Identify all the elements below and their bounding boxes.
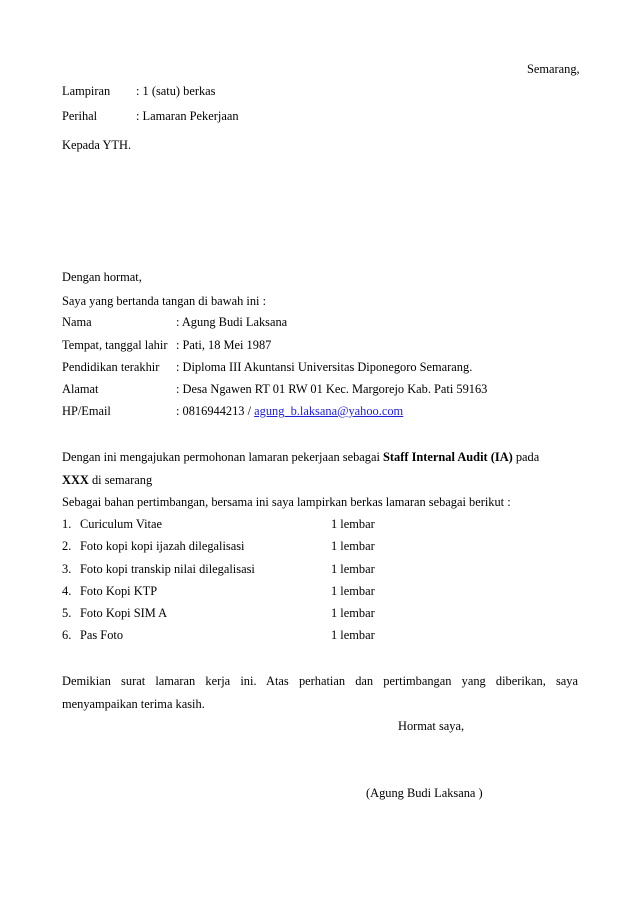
signature-name: (Agung Budi Laksana ) xyxy=(366,786,483,800)
position-title: Staff Internal Audit (IA) xyxy=(383,450,513,464)
attachment-item: Foto Kopi KTP xyxy=(80,584,158,598)
attachment-number: 6. xyxy=(62,628,72,642)
addressee: Kepada YTH. xyxy=(62,138,132,152)
application-line-2 xyxy=(62,472,152,488)
identity-value-pendidikan: : Diploma III Akuntansi Universitas Diponegoro Semarang. xyxy=(176,360,473,374)
lampiran-value: : 1 (satu) berkas xyxy=(136,84,216,98)
identity-label-alamat: Alamat xyxy=(62,382,99,396)
place-date: Semarang, xyxy=(527,62,580,76)
closing-line-1: Demikian surat lamaran kerja ini. Atas perhatian dan pertimbangan yang diberikan, saya xyxy=(62,674,578,688)
identity-label-pendidikan: Pendidikan terakhir xyxy=(62,360,160,374)
attachment-number: 5. xyxy=(62,606,72,620)
attachment-qty: 1 lembar xyxy=(331,517,375,531)
intro-line: Saya yang bertanda tangan di bawah ini : xyxy=(62,294,267,308)
attachment-qty: 1 lembar xyxy=(331,539,375,553)
attachment-item: Foto kopi kopi ijazah dilegalisasi xyxy=(80,539,245,553)
attachment-item: Foto Kopi SIM A xyxy=(80,606,168,620)
company-city: di semarang xyxy=(88,473,153,487)
application-text: Dengan ini mengajukan permohonan lamaran pekerjaan sebagai xyxy=(62,450,383,464)
perihal-value: : Lamaran Pekerjaan xyxy=(136,109,239,123)
attachment-item: Pas Foto xyxy=(80,628,124,642)
attachment-number: 3. xyxy=(62,562,72,576)
identity-label-ttl: Tempat, tanggal lahir xyxy=(62,338,168,352)
attachment-number: 4. xyxy=(62,584,72,598)
company-name: XXX xyxy=(62,473,89,487)
greeting: Dengan hormat, xyxy=(62,270,142,284)
application-line-1 xyxy=(62,449,539,465)
attachment-qty: 1 lembar xyxy=(331,606,375,620)
attachment-number: 1. xyxy=(62,517,72,531)
closing-line-2: menyampaikan terima kasih. xyxy=(62,697,205,711)
attachment-qty: 1 lembar xyxy=(331,628,375,642)
attachment-qty: 1 lembar xyxy=(331,562,375,576)
regards: Hormat saya, xyxy=(398,719,465,733)
lampiran-label: Lampiran xyxy=(62,84,111,98)
application-text-end: pada xyxy=(512,450,540,464)
identity-value-alamat: : Desa Ngawen RT 01 RW 01 Kec. Margorejo Kab. Pati 59163 xyxy=(176,382,488,396)
identity-value-nama: : Agung Budi Laksana xyxy=(176,315,288,329)
attachments-intro: Sebagai bahan pertimbangan, bersama ini saya lampirkan berkas lamaran sebagai berikut : xyxy=(62,495,511,509)
attachment-number: 2. xyxy=(62,539,72,553)
perihal-label: Perihal xyxy=(62,109,98,123)
attachment-item: Curiculum Vitae xyxy=(80,517,162,531)
attachment-qty: 1 lembar xyxy=(331,584,375,598)
identity-label-nama: Nama xyxy=(62,315,92,329)
identity-value-ttl: : Pati, 18 Mei 1987 xyxy=(176,338,272,352)
attachment-item: Foto kopi transkip nilai dilegalisasi xyxy=(80,562,255,576)
identity-value-hp-email xyxy=(176,403,403,419)
phone-number: : 0816944213 / xyxy=(176,404,255,418)
identity-label-hp-email: HP/Email xyxy=(62,404,111,418)
email-link[interactable]: agung_b.laksana@yahoo.com xyxy=(254,404,404,418)
